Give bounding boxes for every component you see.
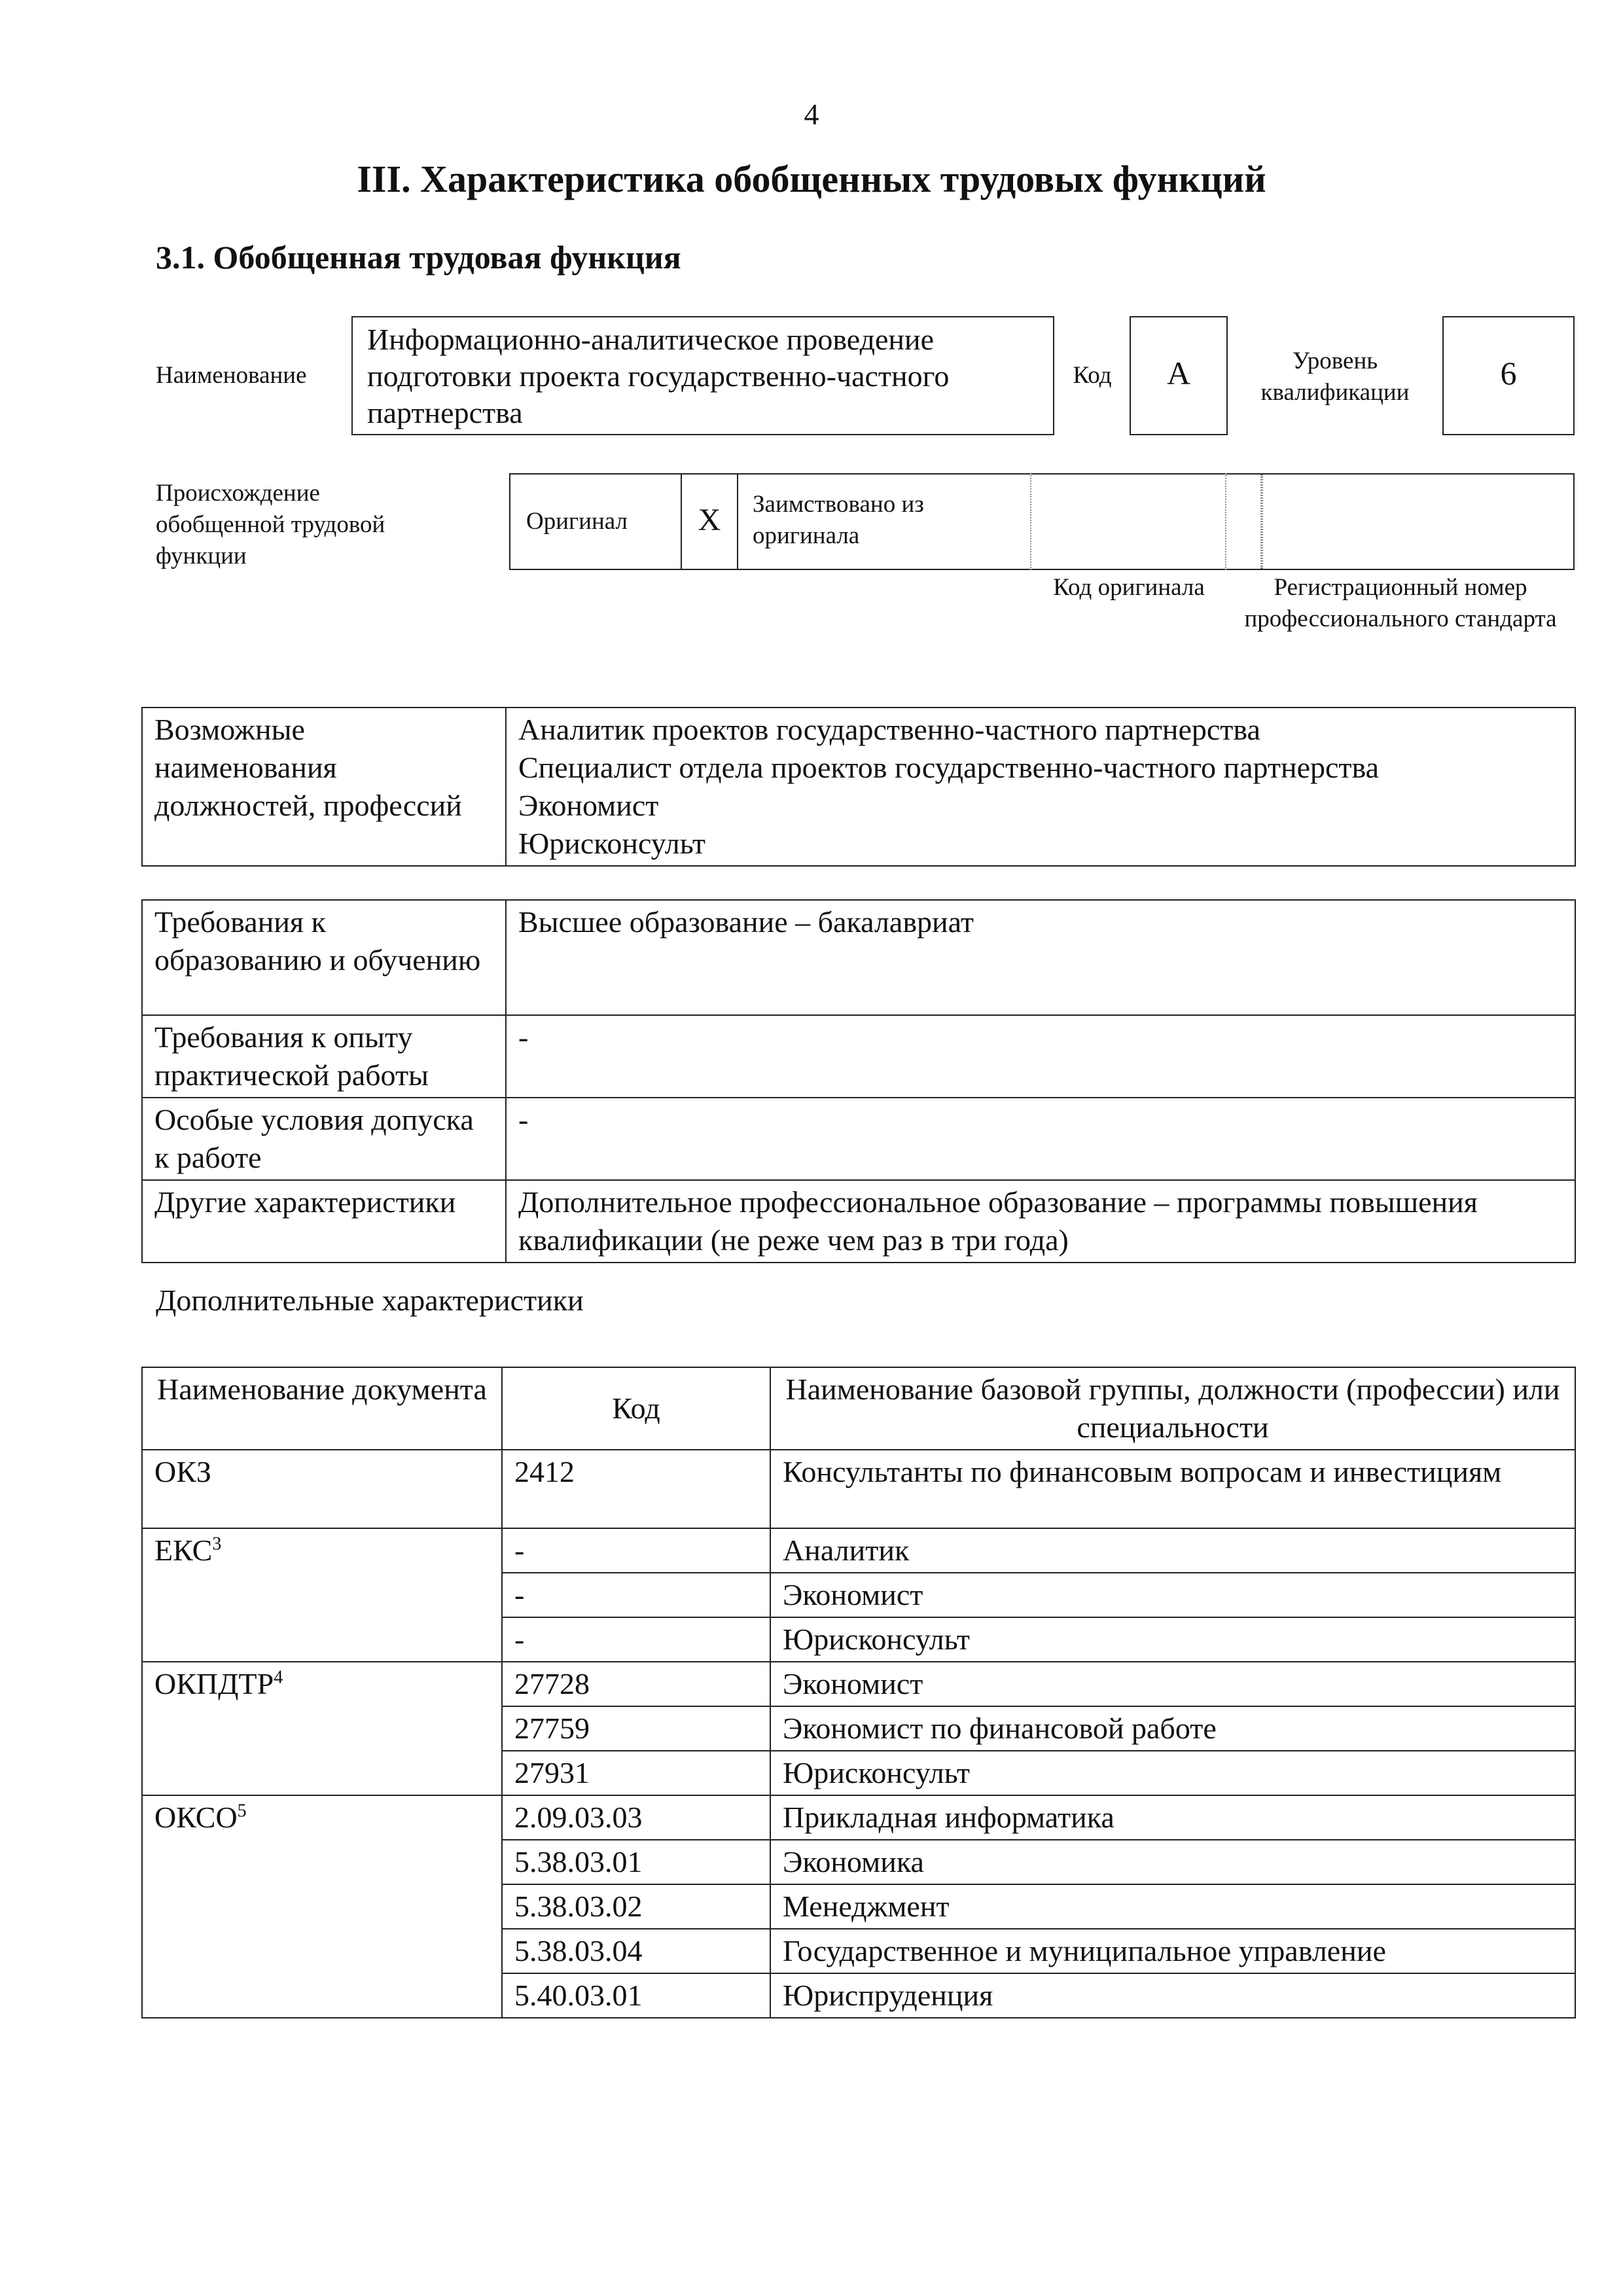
level-value: 6: [1500, 355, 1517, 391]
position-item: Юрисконсульт: [518, 827, 706, 860]
requirement-label: Особые условия допуска к работе: [142, 1098, 506, 1180]
title-cell: Экономист: [770, 1573, 1575, 1617]
title-cell: Экономист по финансовой работе: [770, 1706, 1575, 1751]
code-cell: -: [502, 1617, 770, 1662]
title-cell: Экономист: [770, 1662, 1575, 1706]
code-cell: 2.09.03.03: [502, 1795, 770, 1840]
name-box: [351, 316, 1054, 435]
name-label: Наименование: [156, 362, 307, 389]
level-label: Уровень квалификации: [1260, 348, 1410, 406]
title-cell: Юриспруденция: [770, 1973, 1575, 2018]
code-box: [1130, 316, 1228, 435]
table-row: [142, 1450, 1575, 1528]
positions-row: [142, 708, 1575, 866]
borrowed-label: Заимствовано из оригинала: [753, 491, 924, 549]
table-row: [142, 1528, 1575, 1573]
page-number: 4: [804, 98, 819, 131]
header-code: Код: [502, 1367, 770, 1450]
footnote-ref: 5: [237, 1801, 247, 1821]
origin-box: [509, 473, 1575, 570]
original-mark: Х: [698, 503, 721, 537]
table-row: [142, 1662, 1575, 1706]
requirements-table: [141, 899, 1576, 1263]
title-cell: Государственное и муниципальное управление: [770, 1929, 1575, 1973]
code-cell: 27759: [502, 1706, 770, 1751]
requirement-row: [142, 900, 1575, 1015]
requirement-row: [142, 1098, 1575, 1180]
doc-name: ЕКС: [154, 1534, 213, 1567]
code-cell: 5.38.03.01: [502, 1840, 770, 1884]
title-cell: Менеджмент: [770, 1884, 1575, 1929]
code-cell: 5.40.03.01: [502, 1973, 770, 2018]
original-mark-cell: [682, 475, 738, 569]
requirement-row: [142, 1180, 1575, 1263]
requirement-value: -: [506, 1098, 1575, 1180]
doc-cell: [142, 1662, 502, 1795]
requirement-label: Требования к образованию и обучению: [142, 900, 506, 1015]
footnote-ref: 4: [274, 1667, 283, 1688]
additional-table: [141, 1367, 1576, 2018]
code-value: А: [1166, 355, 1191, 391]
title-cell: Аналитик: [770, 1528, 1575, 1573]
title-cell: Экономика: [770, 1840, 1575, 1884]
doc-cell: [142, 1528, 502, 1662]
reg-number-caption: Регистрационный номер профессионального стандарта: [1244, 574, 1557, 632]
positions-table: [141, 707, 1576, 867]
code-cell: -: [502, 1528, 770, 1573]
level-box: [1442, 316, 1575, 435]
code-cell: 5.38.03.04: [502, 1929, 770, 1973]
header-name: Наименование базовой группы, должности (профессии) или специальности: [770, 1367, 1575, 1450]
table-row: [142, 1795, 1575, 1840]
title-cell: Прикладная информатика: [770, 1795, 1575, 1840]
additional-header-row: [142, 1367, 1575, 1450]
origin-divider-1: [1030, 473, 1031, 570]
requirement-row: [142, 1015, 1575, 1098]
requirement-label: Требования к опыту практической работы: [142, 1015, 506, 1098]
doc-cell: [142, 1450, 502, 1528]
section-title: III. Характеристика обобщенных трудовых функций: [357, 158, 1266, 200]
doc-name: ОКЗ: [154, 1455, 211, 1488]
additional-caption: Дополнительные характеристики: [156, 1283, 584, 1317]
requirement-label: Другие характеристики: [142, 1180, 506, 1263]
requirement-value: Высшее образование – бакалавриат: [506, 900, 1575, 1015]
doc-cell: [142, 1795, 502, 2018]
position-item: Экономист: [518, 789, 659, 822]
original-cell: [510, 475, 682, 569]
code-cell: 2412: [502, 1450, 770, 1528]
code-cell: -: [502, 1573, 770, 1617]
origin-divider-2: [1225, 473, 1226, 570]
code-cell: 27931: [502, 1751, 770, 1795]
doc-name: ОКПДТР: [154, 1667, 274, 1700]
footnote-ref: 3: [212, 1534, 222, 1554]
borrowed-cell: [738, 475, 1262, 569]
positions-list: [506, 708, 1575, 866]
header-document: Наименование документа: [142, 1367, 502, 1450]
code-cell: 5.38.03.02: [502, 1884, 770, 1929]
subsection-title: 3.1. Обобщенная трудовая функция: [156, 239, 681, 276]
code-cell: 27728: [502, 1662, 770, 1706]
doc-name: ОКСО: [154, 1801, 238, 1834]
name-value: Информационно-аналитическое проведение подготовки проекта государственно-частного партнерства: [367, 323, 950, 429]
position-item: Аналитик проектов государственно-частного партнерства: [518, 713, 1260, 746]
orig-code-caption: Код оригинала: [1053, 574, 1205, 601]
original-label: Оригинал: [526, 508, 628, 535]
title-cell: Консультанты по финансовым вопросам и инвестициям: [770, 1450, 1575, 1528]
code-label: Код: [1073, 362, 1112, 389]
title-cell: Юрисконсульт: [770, 1617, 1575, 1662]
title-cell: Юрисконсульт: [770, 1751, 1575, 1795]
position-item: Специалист отдела проектов государственно-частного партнерства: [518, 751, 1380, 784]
positions-label: Возможные наименования должностей, профессий: [142, 708, 506, 866]
requirement-value: -: [506, 1015, 1575, 1098]
origin-label: Происхождение обобщенной трудовой функции: [156, 480, 385, 569]
requirement-value: Дополнительное профессиональное образование – программы повышения квалификации (не реже чем раз в три года): [506, 1180, 1575, 1263]
